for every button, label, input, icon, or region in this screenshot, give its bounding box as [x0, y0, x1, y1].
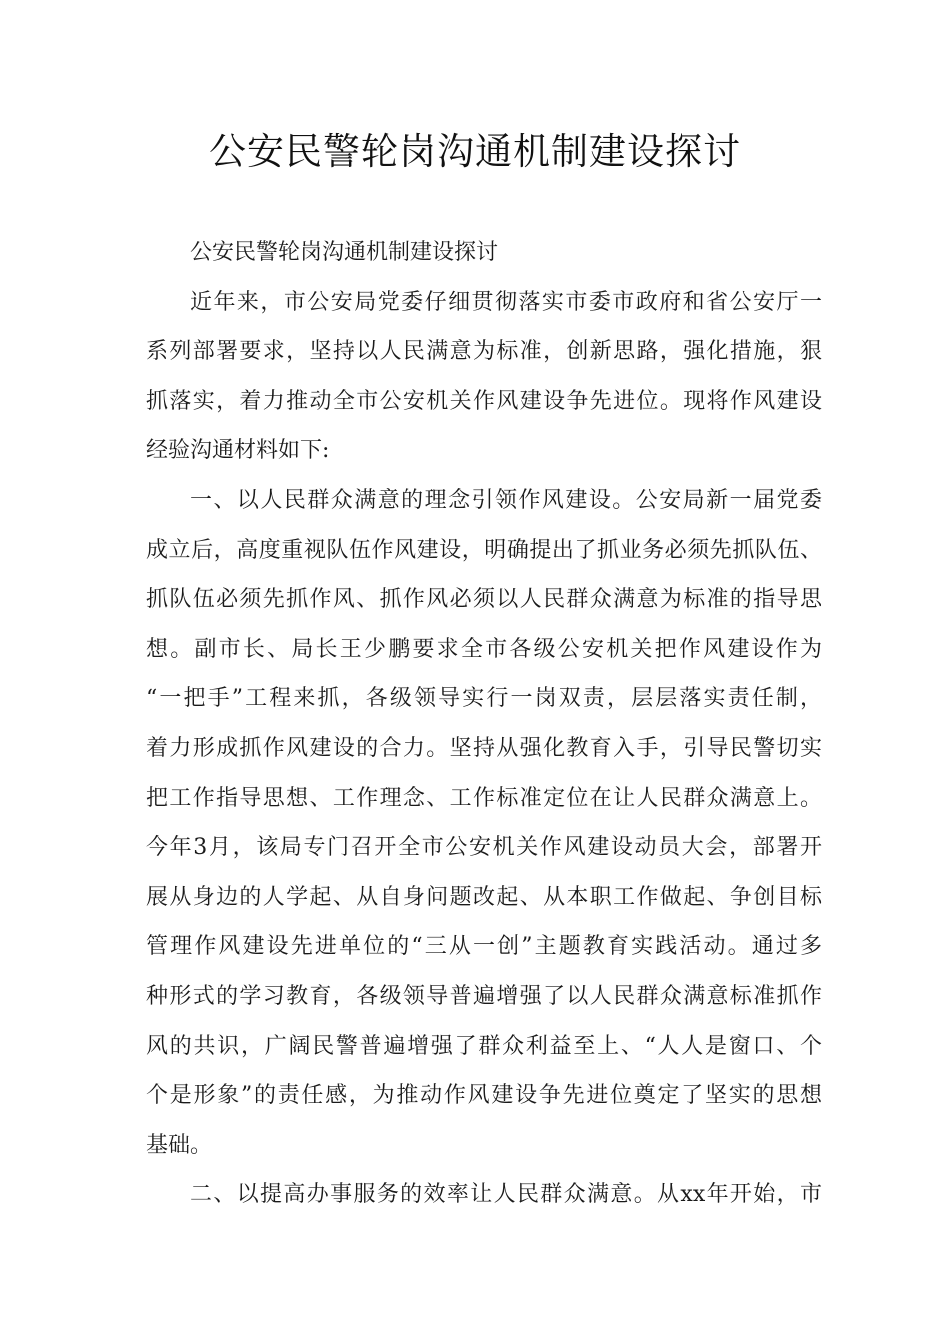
paragraph-3-line-5: “一把手”工程来抓，各级领导实行一岗双责，层层落实责任制，: [146, 686, 822, 712]
paragraph-2-line-1: 近年来，市公安局党委仔细贯彻落实市委市政府和省公安厅一: [190, 289, 822, 315]
paragraph-3-line-4: 想。副市长、局长王少鹏要求全市各级公安机关把作风建设作为: [146, 636, 822, 662]
paragraph-3-line-1: 一、以人民群众满意的理念引领作风建设。公安局新一届党委: [190, 487, 822, 513]
paragraph-3-line-6: 着力形成抓作风建设的合力。坚持从强化教育入手，引导民警切实: [146, 735, 822, 761]
paragraph-3-line-11: 种形式的学习教育，各级领导普遍增强了以人民群众满意标准抓作: [146, 983, 822, 1009]
paragraph-2-line-3: 抓落实，着力推动全市公安机关作风建设争先进位。现将作风建设: [146, 388, 822, 414]
paragraph-3-line-7: 把工作指导思想、工作理念、工作标准定位在让人民群众满意上。: [146, 785, 822, 811]
paragraph-3-line-13: 个是形象”的责任感，为推动作风建设争先进位奠定了坚实的思想: [146, 1083, 822, 1109]
paragraph-1-line-1: 公安民警轮岗沟通机制建设探讨: [190, 240, 499, 265]
paragraph-4-line-1: 二、以提高办事服务的效率让人民群众满意。从xx年开始，市: [190, 1182, 822, 1208]
paragraph-3-line-12: 风的共识，广阔民警普遍增强了群众利益至上、“人人是窗口、个: [146, 1033, 822, 1059]
paragraph-3-line-14: 基础。: [146, 1132, 213, 1158]
paragraph-3-line-3: 抓队伍必须先抓作风、抓作风必须以人民群众满意为标准的指导思: [146, 587, 822, 613]
paragraph-2-line-4: 经验沟通材料如下:: [146, 438, 330, 464]
paragraph-2-line-2: 系列部署要求，坚持以人民满意为标准，创新思路，强化措施，狠: [146, 339, 822, 365]
paragraph-3-line-9: 展从身边的人学起、从自身问题改起、从本职工作做起、争创目标: [146, 884, 822, 910]
paragraph-3-line-10: 管理作风建设先进单位的“三从一创”主题教育实践活动。通过多: [146, 934, 822, 960]
paragraph-3-line-2: 成立后，高度重视队伍作风建设，明确提出了抓业务必须先抓队伍、: [146, 537, 822, 563]
document-body: [146, 228, 822, 1220]
document-title: 公安民警轮岗沟通机制建设探讨: [209, 130, 741, 173]
paragraph-3-line-8: 今年3月，该局专门召开全市公安机关作风建设动员大会，部署开: [146, 835, 822, 861]
